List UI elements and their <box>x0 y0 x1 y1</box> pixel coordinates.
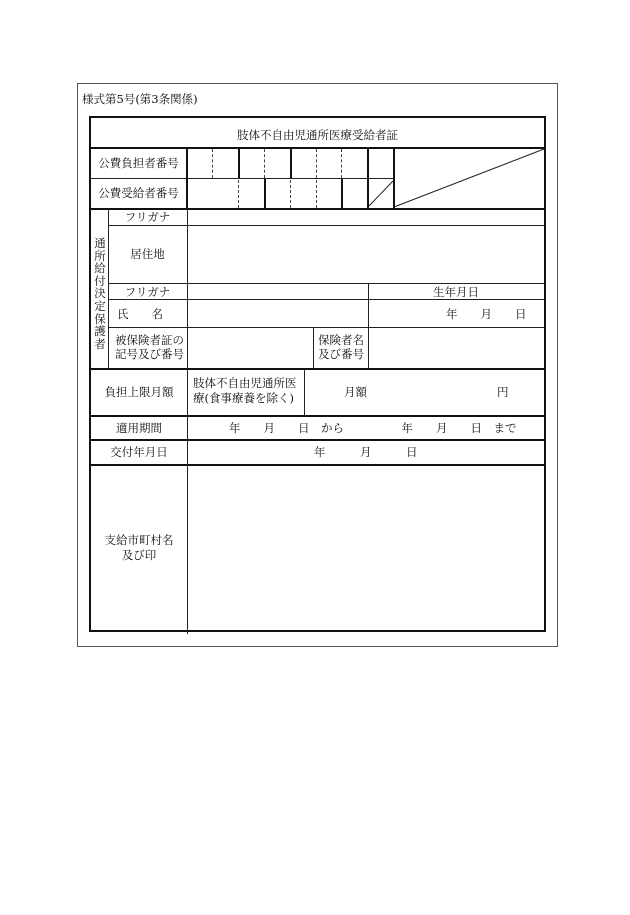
divider <box>187 209 188 368</box>
yen-label: 円 <box>497 385 509 399</box>
guardian-side-label: 通所給付決定保護者 <box>94 236 106 351</box>
limit-description: 肢体不自由児通所医 療(食事療養を除く) <box>193 376 297 405</box>
certificate-form <box>89 116 546 632</box>
divider <box>91 368 544 370</box>
divider <box>108 283 544 284</box>
divider <box>91 439 544 441</box>
period-fields: 年 月 日 から 年 月 日 まで <box>229 421 517 435</box>
insurance-cert-label: 被保険者証の 記号及び番号 <box>115 333 184 361</box>
divider <box>108 299 544 300</box>
birthdate-fields: 年 月 日 <box>446 307 527 321</box>
form-number: 様式第5号(第3条関係) <box>82 92 198 106</box>
divider <box>91 464 544 466</box>
divider <box>304 369 305 415</box>
municipality-label: 支給市町村名 及び印 <box>104 533 174 562</box>
divider <box>108 327 544 328</box>
form-title: 肢体不自由児通所医療受給者証 <box>237 128 398 142</box>
issue-date-fields: 年 月 日 <box>314 445 418 459</box>
insurer-label: 保険者名 及び番号 <box>318 333 364 361</box>
birthdate-header: 生年月日 <box>433 285 479 299</box>
period-label: 適用期間 <box>116 421 162 435</box>
divider <box>91 415 544 417</box>
furigana-label-1: フリガナ <box>124 210 171 224</box>
payer-number-label: 公費負担者番号 <box>98 156 179 170</box>
limit-label: 負担上限月額 <box>104 385 174 399</box>
divider <box>313 327 314 368</box>
divider <box>108 225 544 226</box>
recipient-number-label: 公費受給者番号 <box>98 186 179 200</box>
monthly-label: 月額 <box>344 385 367 399</box>
name-label: 氏 名 <box>117 307 163 321</box>
issue-date-label: 交付年月日 <box>110 445 168 459</box>
furigana-label-2: フリガナ <box>124 285 171 299</box>
address-label: 居住地 <box>130 247 165 261</box>
divider <box>187 369 188 634</box>
